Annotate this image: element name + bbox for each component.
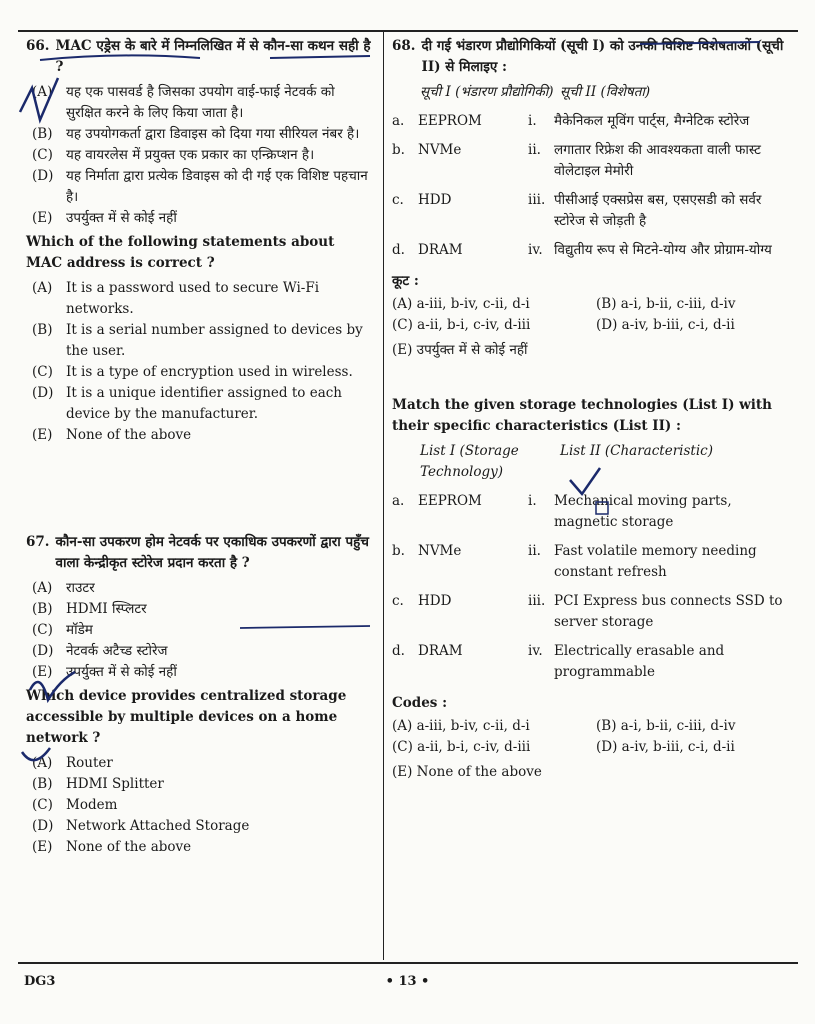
q67-hi-option-label: (C) — [32, 622, 53, 638]
q67-en-option-c — [26, 795, 374, 816]
q68-hi-match-a: b. — [392, 142, 405, 158]
paper-code: DG3 — [24, 974, 56, 989]
q67-en-option-text: None of the above — [66, 839, 192, 855]
q68-heading — [392, 36, 792, 78]
q68-list-header-hindi — [392, 82, 792, 103]
q68-hi-match-desc: मैकेनिकल मूविंग पार्ट्स, मैग्नेटिक स्टोरेज — [554, 113, 750, 129]
q68-en-code-d: (D) a-iv, b-iii, c-i, d-ii — [596, 739, 735, 755]
list1-header-hindi: सूची I (भंडारण प्रौद्योगिकी) — [420, 84, 554, 100]
q68-option-e-hindi: (E) उपर्युक्त में से कोई नहीं — [392, 342, 528, 358]
q67-hi-option-c — [26, 620, 374, 641]
q67-en-option-text: Router — [66, 755, 113, 771]
q66-hi-option-label: (C) — [32, 147, 53, 163]
q66-en-option-label: (A) — [32, 280, 53, 296]
q66-en-option-text: It is a type of encryption used in wireless. — [66, 364, 353, 380]
q66-en-option-label: (B) — [32, 322, 53, 338]
q68-codes-english — [392, 716, 792, 758]
q66-en-option-text: It is a unique identifier assigned to each device by the manufacturer. — [66, 385, 342, 422]
q66-hi-option-a — [26, 82, 374, 124]
q67-en-option-label: (C) — [32, 797, 53, 813]
q66-en-option-label: (C) — [32, 364, 53, 380]
q68-question-english: Match the given storage technologies (List I) with their specific characteristics (List II) : — [392, 397, 772, 434]
q66-en-option-d — [26, 383, 374, 425]
q68-question-hindi: दी गई भंडारण प्रौद्योगिकियों (सूची I) को उनकी विशिष्ट विशेषताओं (सूची II) से मिलाइए : — [421, 38, 784, 75]
q67-number: 67. — [26, 534, 50, 550]
q68-hi-match-n: iv. — [528, 242, 543, 258]
q68-hi-match-a: a. — [392, 113, 405, 129]
q67-hi-option-text: HDMI स्प्लिटर — [66, 601, 147, 617]
q66-hi-option-d — [26, 166, 374, 208]
q68-en-match-item: HDD — [418, 593, 452, 609]
q68-en-match-desc: Electrically erasable and programmable — [554, 643, 725, 680]
q68-hi-match-desc: पीसीआई एक्सप्रेस बस, एसएसडी को सर्वर स्टोरेज से जोड़ती है — [554, 192, 762, 229]
q67-hi-option-text: राउटर — [66, 580, 95, 596]
q66-hi-option-label: (B) — [32, 126, 53, 142]
q67-hi-option-label: (A) — [32, 580, 53, 596]
question-66 — [26, 36, 374, 446]
q68-en-match-desc: PCI Express bus connects SSD to server storage — [554, 593, 783, 630]
column-divider — [383, 30, 384, 960]
list1-header-english: List I (Storage Technology) — [420, 443, 519, 480]
q67-hi-option-label: (E) — [32, 664, 53, 680]
q67-hi-option-d — [26, 641, 374, 662]
q67-options-hindi — [26, 578, 374, 683]
q68-hi-match-item: NVMe — [418, 142, 462, 158]
q68-en-match-n: iv. — [528, 643, 543, 659]
q68-hi-code-d: (D) a-iv, b-iii, c-i, d-ii — [596, 317, 735, 333]
q68-en-match-n: i. — [528, 493, 537, 509]
q67-en-option-label: (B) — [32, 776, 53, 792]
q68-hi-match-item: DRAM — [418, 242, 463, 258]
q66-hi-option-label: (E) — [32, 210, 53, 226]
q66-hi-option-text: यह एक पासवर्ड है जिसका उपयोग वाई-फाई नेटवर्क को सुरक्षित करने के लिए किया जाता है। — [66, 84, 335, 121]
q66-hi-option-e — [26, 208, 374, 229]
q66-en-option-label: (D) — [32, 385, 54, 401]
left-column — [26, 36, 374, 858]
q66-hi-option-text: उपर्युक्त में से कोई नहीं — [66, 210, 177, 226]
q66-question-english: Which of the following statements about MAC address is correct ? — [26, 234, 335, 271]
q67-heading — [26, 532, 374, 574]
q66-en-option-text: It is a serial number assigned to devices by the user. — [66, 322, 363, 359]
q67-en-option-text: Network Attached Storage — [66, 818, 250, 834]
q66-question-hindi: MAC एड्रेस के बारे में निम्नलिखित में से कौन-सा कथन सही है ? — [55, 38, 371, 75]
q68-en-match-desc: Mechanical moving parts, magnetic storage — [554, 493, 732, 530]
q68-match-rows-hindi — [392, 111, 792, 261]
q66-hi-option-text: यह वायरलेस में प्रयुक्त एक प्रकार का एन्क्रिप्शन है। — [66, 147, 315, 163]
q68-hi-match-item: HDD — [418, 192, 452, 208]
q68-hi-match-desc: विद्युतीय रूप से मिटने-योग्य और प्रोग्राम-योग्य — [554, 242, 772, 258]
q67-options-english — [26, 753, 374, 858]
q68-en-match-row — [392, 591, 792, 633]
q66-hi-option-label: (D) — [32, 168, 54, 184]
q67-hi-option-e — [26, 662, 374, 683]
q68-list-header-english — [392, 441, 792, 483]
q68-number: 68. — [392, 38, 416, 54]
q67-hi-option-label: (D) — [32, 643, 54, 659]
q67-en-option-e — [26, 837, 374, 858]
q68-hi-match-row — [392, 240, 792, 261]
q67-hi-option-a — [26, 578, 374, 599]
q68-hi-match-row — [392, 190, 792, 232]
q67-hi-option-text: उपर्युक्त में से कोई नहीं — [66, 664, 177, 680]
q66-en-option-text: None of the above — [66, 427, 192, 443]
q66-en-option-b — [26, 320, 374, 362]
q68-hi-match-row — [392, 140, 792, 182]
q66-options-hindi — [26, 82, 374, 229]
q67-hi-option-label: (B) — [32, 601, 53, 617]
list2-header-hindi: सूची II (विशेषता) — [560, 84, 651, 100]
q68-hi-match-desc: लगातार रिफ्रेश की आवश्यकता वाली फास्ट वोलेटाइल मेमोरी — [554, 142, 761, 179]
q68-en-match-a: b. — [392, 543, 405, 559]
q67-en-option-label: (A) — [32, 755, 53, 771]
q68-hi-match-item: EEPROM — [418, 113, 482, 129]
q66-number: 66. — [26, 38, 50, 54]
q68-en-match-item: DRAM — [418, 643, 463, 659]
q66-hi-option-text: यह उपयोगकर्ता द्वारा डिवाइस को दिया गया सीरियल नंबर है। — [66, 126, 360, 142]
q66-hi-option-b — [26, 124, 374, 145]
q66-hi-option-c — [26, 145, 374, 166]
q68-hi-code-a: (A) a-iii, b-iv, c-ii, d-i — [392, 296, 530, 312]
q67-hi-option-b — [26, 599, 374, 620]
q68-en-code-c: (C) a-ii, b-i, c-iv, d-iii — [392, 739, 531, 755]
q66-en-option-c — [26, 362, 374, 383]
q67-en-option-a — [26, 753, 374, 774]
q68-en-match-row — [392, 491, 792, 533]
q67-en-option-label: (E) — [32, 839, 53, 855]
q66-en-option-label: (E) — [32, 427, 53, 443]
q66-hi-option-text: यह निर्माता द्वारा प्रत्येक डिवाइस को दी गई एक विशिष्ट पहचान है। — [66, 168, 368, 205]
q66-options-english — [26, 278, 374, 446]
q68-en-match-item: NVMe — [418, 543, 462, 559]
top-rule — [18, 30, 798, 32]
page-number: • 13 • — [385, 974, 430, 989]
q68-hi-match-a: c. — [392, 192, 404, 208]
q68-en-code-a: (A) a-iii, b-iv, c-ii, d-i — [392, 718, 530, 734]
q67-en-option-label: (D) — [32, 818, 54, 834]
q67-hi-option-text: मॉडेम — [66, 622, 93, 638]
list2-header-english: List II (Characteristic) — [560, 443, 713, 459]
q68-hi-code-b: (B) a-i, b-ii, c-iii, d-iv — [596, 296, 736, 312]
q68-en-match-a: c. — [392, 593, 404, 609]
q68-en-match-row — [392, 641, 792, 683]
q68-hi-match-n: ii. — [528, 142, 541, 158]
q68-en-match-a: a. — [392, 493, 405, 509]
q67-question-english: Which device provides centralized storage accessible by multiple devices on a home network ? — [26, 688, 347, 746]
q67-question-hindi: कौन-सा उपकरण होम नेटवर्क पर एकाधिक उपकरणों द्वारा पहुँच वाला केन्द्रीकृत स्टोरेज प्रदान करता है ? — [55, 534, 369, 571]
q68-en-code-b: (B) a-i, b-ii, c-iii, d-iv — [596, 718, 736, 734]
q68-hi-match-n: iii. — [528, 192, 546, 208]
right-column — [392, 36, 792, 783]
q68-hi-match-row — [392, 111, 792, 132]
question-67 — [26, 532, 374, 858]
q66-en-option-a — [26, 278, 374, 320]
q68-codes-hindi — [392, 294, 792, 336]
q68-codes-title-hindi: कूट : — [392, 273, 419, 289]
q67-en-option-text: HDMI Splitter — [66, 776, 164, 792]
q67-en-option-text: Modem — [66, 797, 118, 813]
q68-en-match-item: EEPROM — [418, 493, 482, 509]
q68-match-rows-english — [392, 491, 792, 683]
q68-en-match-desc: Fast volatile memory needing constant refresh — [554, 543, 757, 580]
q66-heading — [26, 36, 374, 78]
q68-codes-title-english: Codes : — [392, 695, 448, 711]
q67-en-option-d — [26, 816, 374, 837]
q66-en-option-text: It is a password used to secure Wi-Fi networks. — [66, 280, 320, 317]
q68-hi-match-n: i. — [528, 113, 537, 129]
q68-hi-match-a: d. — [392, 242, 405, 258]
q68-hi-code-c: (C) a-ii, b-i, c-iv, d-iii — [392, 317, 531, 333]
q68-option-e-english: (E) None of the above — [392, 764, 542, 780]
q68-en-match-n: ii. — [528, 543, 541, 559]
q67-hi-option-text: नेटवर्क अटैच्ड स्टोरेज — [66, 643, 168, 659]
q68-en-match-n: iii. — [528, 593, 546, 609]
q68-en-match-row — [392, 541, 792, 583]
q68-en-match-a: d. — [392, 643, 405, 659]
bottom-rule — [18, 962, 798, 964]
q66-hi-option-label: (A) — [32, 84, 53, 100]
question-68 — [392, 36, 792, 783]
q67-en-option-b — [26, 774, 374, 795]
q66-en-option-e — [26, 425, 374, 446]
